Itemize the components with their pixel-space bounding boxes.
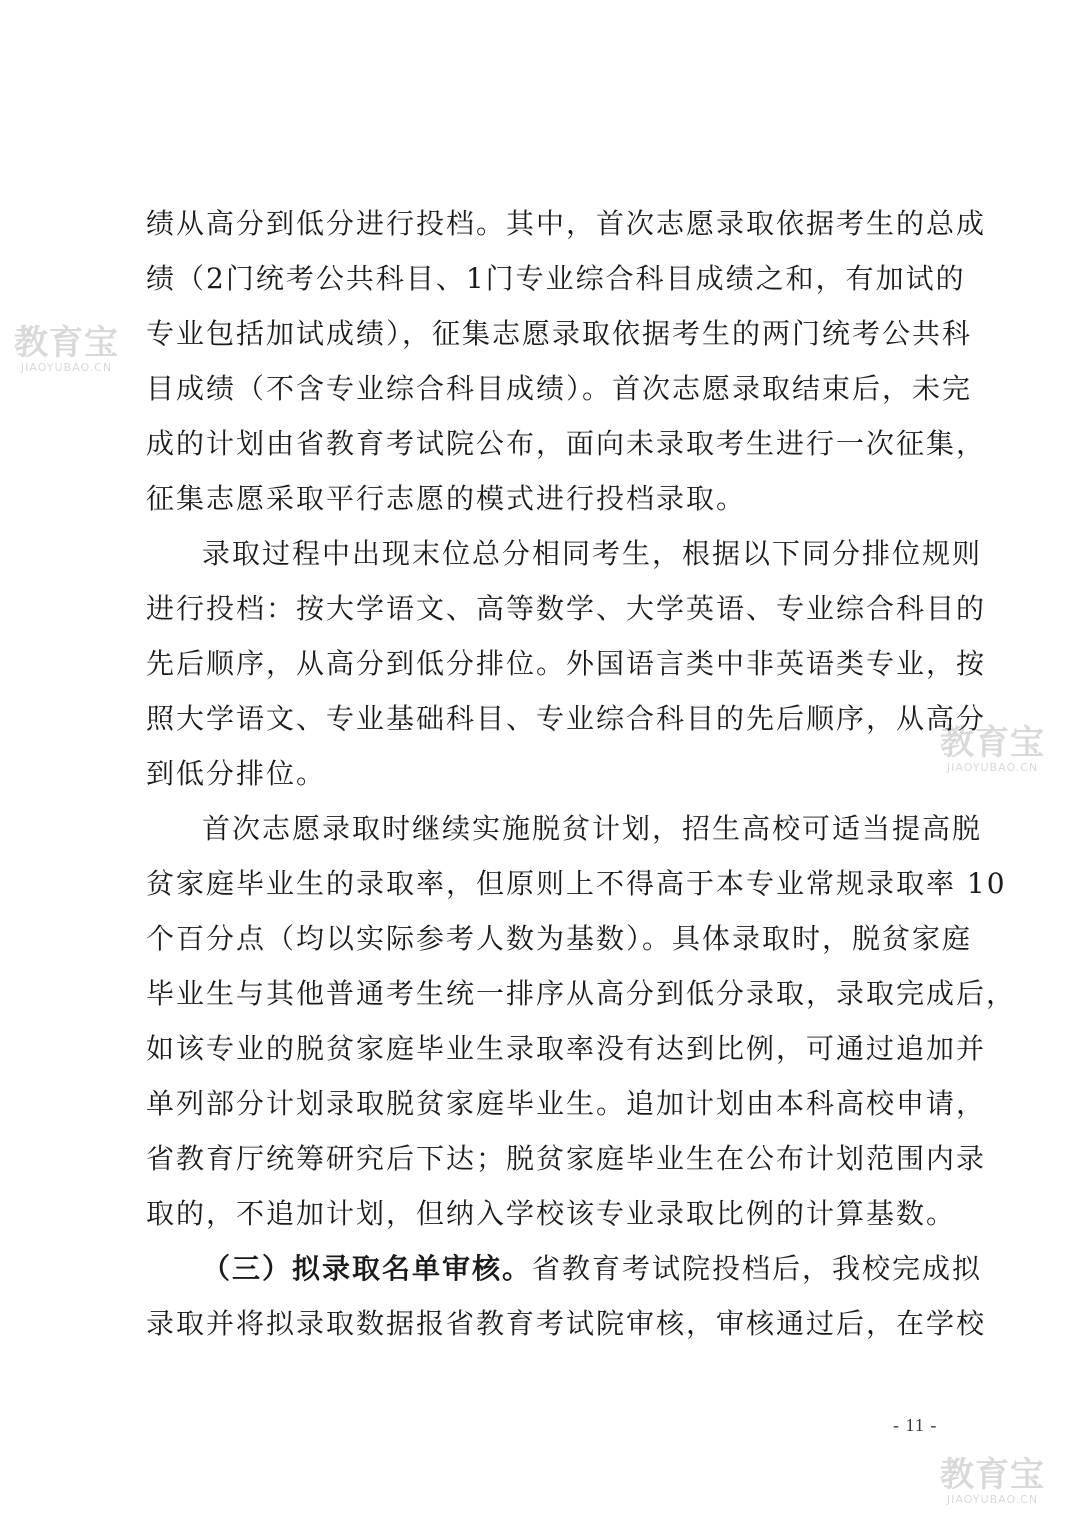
page-number: - 11 - — [893, 1415, 938, 1435]
watermark-logo — [14, 323, 119, 374]
watermark-sub-text: JIAOYUBAO.CN — [20, 361, 113, 374]
section-heading: （三）拟录取名单审核。 — [202, 1252, 533, 1285]
text-line: 先后顺序，从高分到低分排位。外国语言类中非英语类专业，按 — [146, 647, 987, 680]
text-line: 进行投档：按大学语文、高等数学、大学英语、专业综合科目的 — [146, 592, 987, 625]
text-line: 首次志愿录取时继续实施脱贫计划，招生高校可适当提高脱 — [202, 812, 983, 845]
text-line: 省教育厅统筹研究后下达；脱贫家庭毕业生在公布计划范围内录 — [146, 1142, 987, 1175]
text-line: 录取过程中出现末位总分相同考生，根据以下同分排位规则 — [202, 537, 983, 570]
text-line: 绩（2门统考公共科目、1门专业综合科目成绩之和，有加试的 — [146, 262, 966, 295]
watermark-main-text: 教育宝 — [14, 323, 119, 363]
text-line: 专业包括加试成绩），征集志愿录取依据考生的两门统考公共科 — [146, 317, 973, 350]
text-line: 毕业生与其他普通考生统一排序从高分到低分录取，录取完成后， — [146, 977, 1017, 1010]
paragraph-scoring-rules — [146, 196, 987, 526]
text-line: 绩从高分到低分进行投档。其中，首次志愿录取依据考生的总成 — [146, 207, 987, 240]
text-line — [146, 1241, 983, 1296]
paragraph-poverty-plan — [146, 801, 1017, 1241]
text-line: 贫家庭毕业生的录取率，但原则上不得高于本专业常规录取率 10 — [146, 867, 1007, 900]
text-line: 个百分点（均以实际参考人数为基数）。具体录取时，脱贫家庭 — [146, 922, 973, 955]
watermark-sub-text: JIAOYUBAO.CN — [946, 761, 1039, 774]
paragraph-tie-break-rules — [146, 526, 987, 801]
text-line: 成的计划由省教育考试院公布，面向未录取考生进行一次征集， — [146, 427, 987, 460]
text-line: 目成绩（不含专业综合科目成绩）。首次志愿录取结束后，未完 — [146, 372, 973, 405]
text-line: 到低分排位。 — [146, 757, 327, 790]
text-line: 征集志愿采取平行志愿的模式进行投档录取。 — [146, 482, 747, 515]
text-fragment: 省教育考试院投档后，我校完成拟 — [532, 1252, 983, 1285]
text-line: 照大学语文、专业基础科目、专业综合科目的先后顺序，从高分 — [146, 702, 987, 735]
watermark-sub-text: JIAOYUBAO.CN — [946, 1493, 1039, 1506]
text-line: 取的，不追加计划，但纳入学校该专业录取比例的计算基数。 — [146, 1197, 957, 1230]
text-line: 录取并将拟录取数据报省教育考试院审核，审核通过后，在学校 — [146, 1307, 987, 1340]
watermark-logo — [940, 1455, 1045, 1506]
text-line: 如该专业的脱贫家庭毕业生录取率没有达到比例，可通过追加并 — [146, 1032, 987, 1065]
watermark-main-text: 教育宝 — [940, 723, 1045, 763]
paragraph-admission-review — [146, 1241, 987, 1351]
watermark-main-text: 教育宝 — [940, 1455, 1045, 1495]
text-line: 单列部分计划录取脱贫家庭毕业生。追加计划由本科高校申请， — [146, 1087, 987, 1120]
